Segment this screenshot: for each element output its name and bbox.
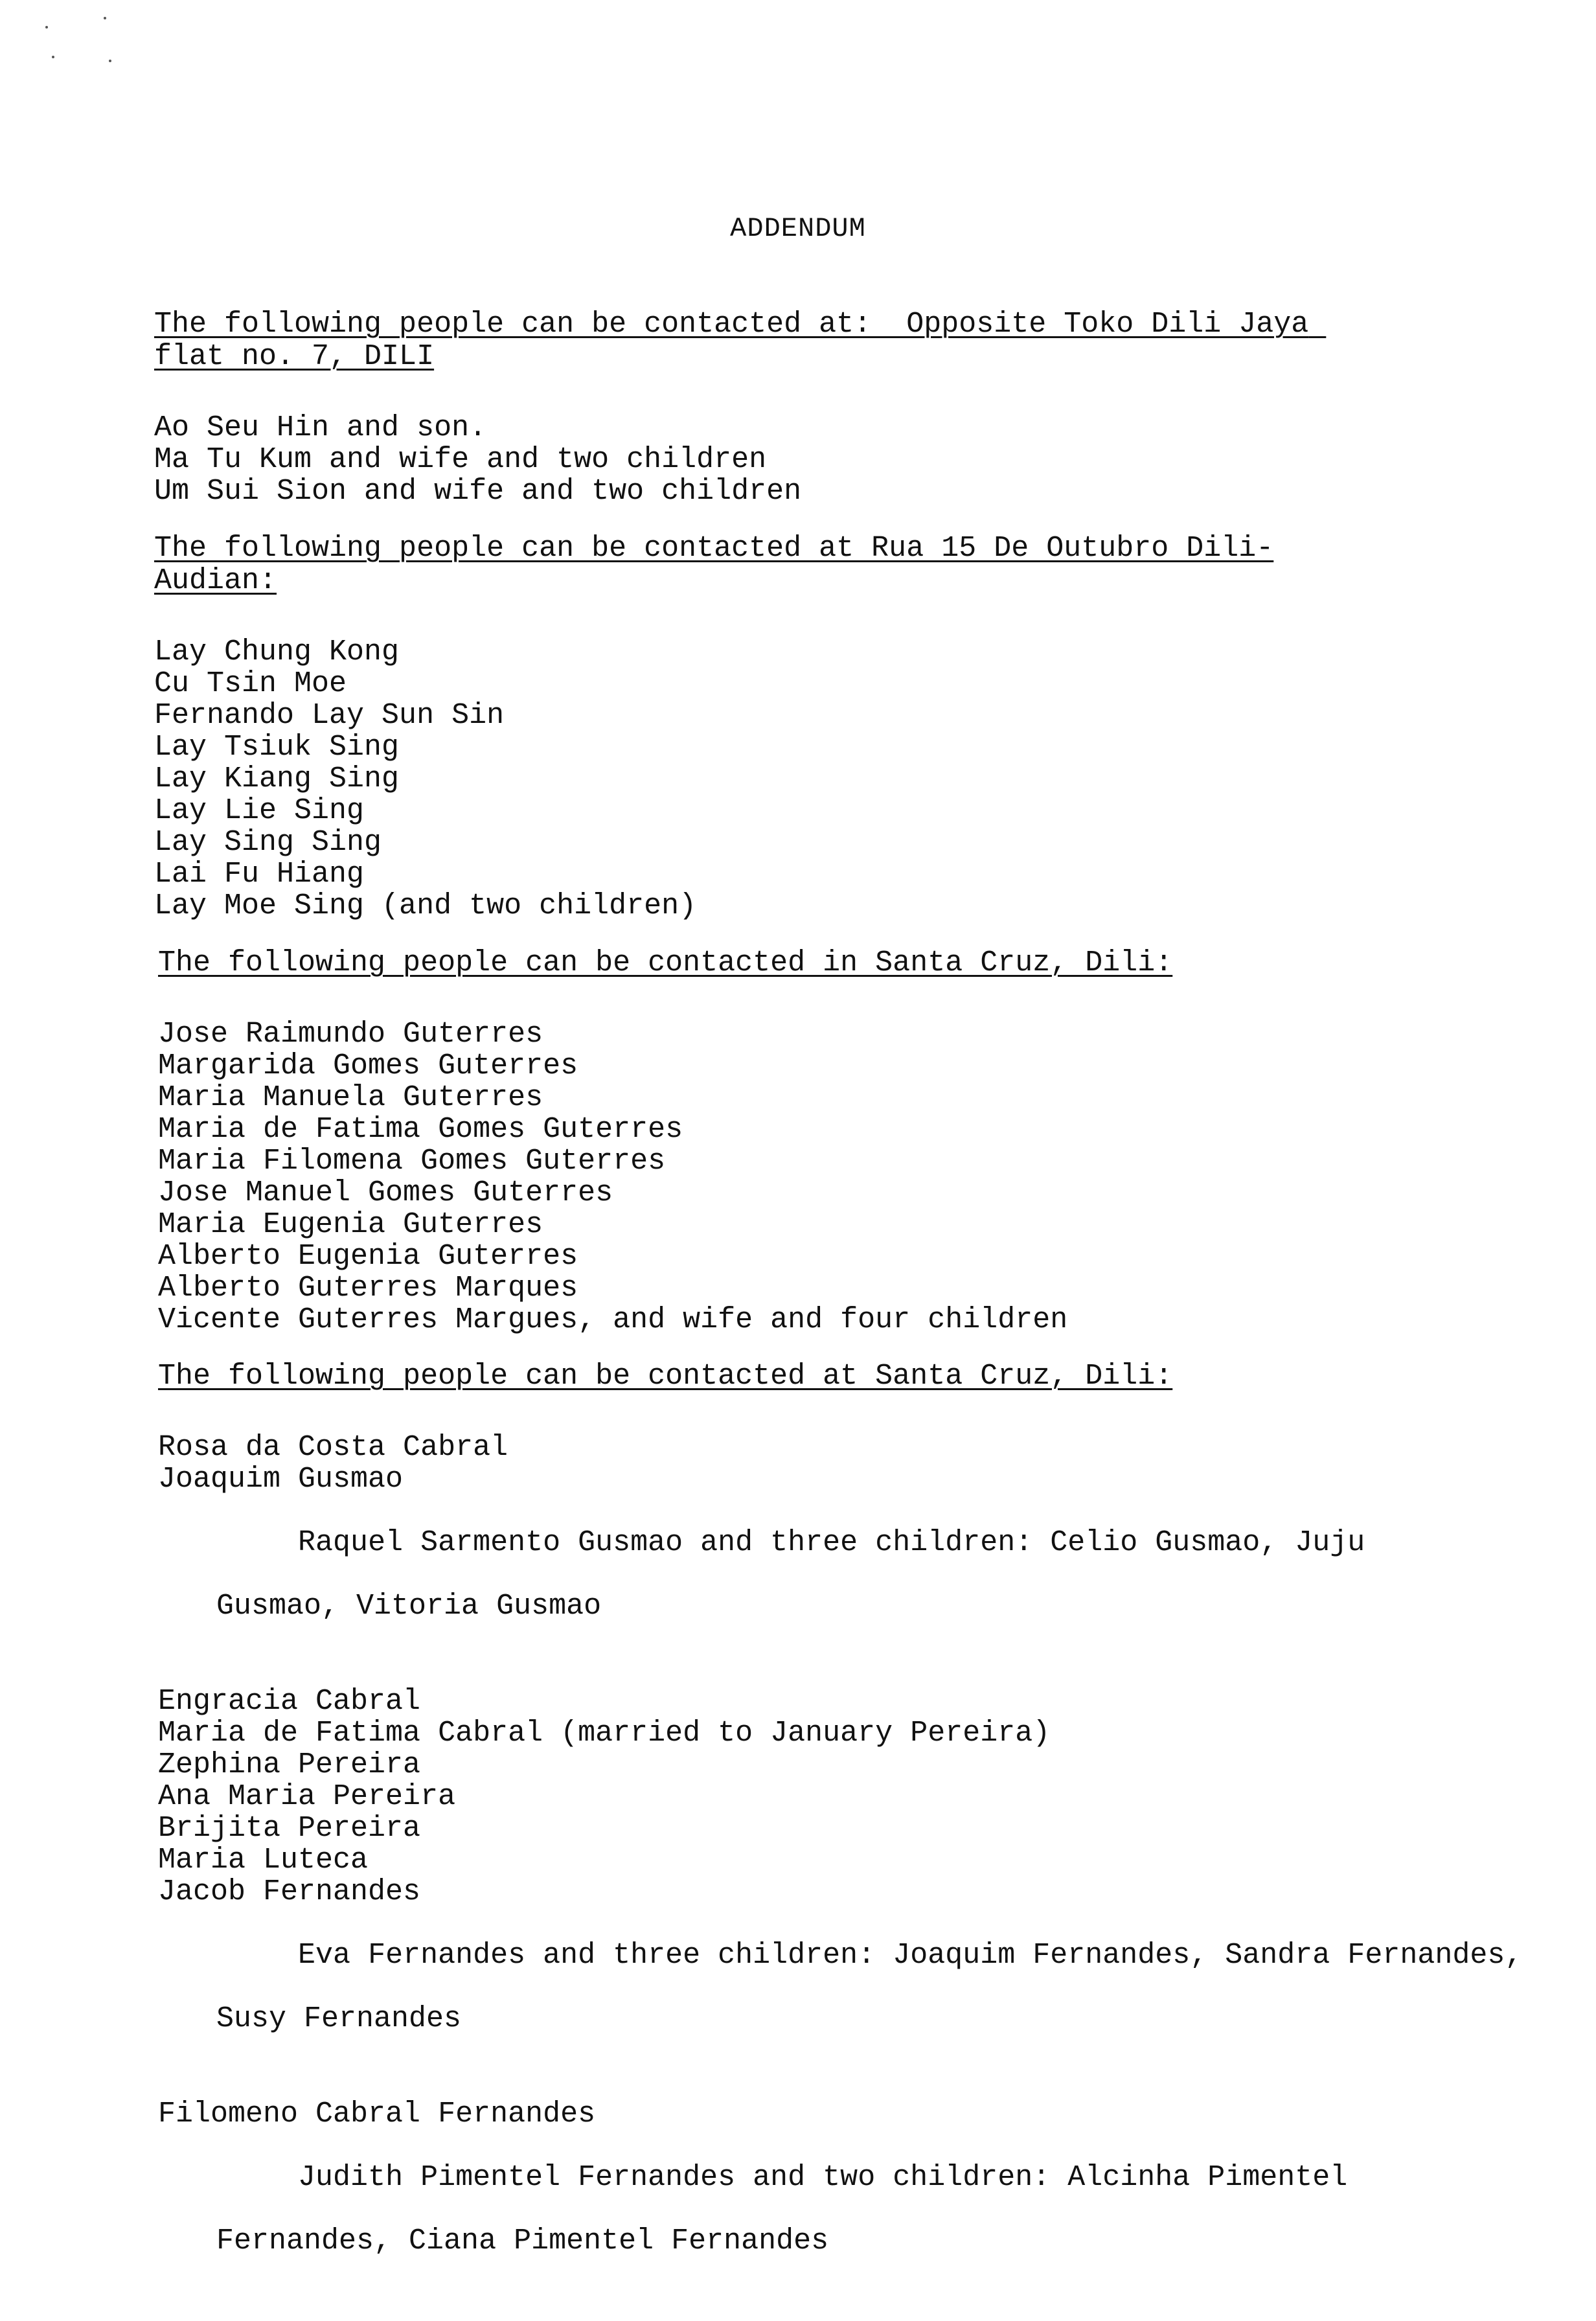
list-item: Cu Tsin Moe (154, 667, 347, 700)
contact-section (154, 308, 1566, 507)
list-item-continuation: Gusmao, Vitoria Gusmao (216, 1590, 602, 1623)
list-item: Rosa da Costa Cabral (158, 1431, 508, 1464)
list-item-continuation: Fernandes, Ciana Pimentel Fernandes (216, 2224, 829, 2258)
section-heading: The following people can be contacted in Santa Cruz, Dili: (158, 946, 1173, 979)
list-item-text: Judith Pimentel Fernandes and two children: Alcinha Pimentel (298, 2161, 1348, 2194)
list-item: Jose Raimundo Guterres (158, 1018, 543, 1051)
contact-section (158, 1360, 1570, 2320)
section-heading: The following people can be contacted at Rua 15 De Outubro Dili-Audian: (154, 532, 1274, 597)
list-item: Engracia Cabral (158, 1685, 421, 1718)
list-item: Lay Lie Sing (154, 794, 365, 827)
list-item: Alberto Eugenia Guterres (158, 1240, 578, 1273)
list-item: Fernando Lay Sun Sin (154, 699, 505, 732)
list-item: Zephina Pereira (158, 1748, 421, 1781)
contact-list (158, 1018, 1570, 1336)
list-item: Maria de Fatima Cabral (married to January Pereira) (158, 1717, 1051, 1750)
list-item: Maria Manuela Guterres (158, 1081, 543, 1114)
list-item (158, 1908, 1570, 2098)
list-item: Lay Tsiuk Sing (154, 731, 400, 764)
list-item: Maria de Fatima Gomes Guterres (158, 1113, 683, 1146)
list-item: Lai Fu Hiang (154, 858, 365, 891)
contact-section (154, 532, 1566, 922)
list-item: Maria Filomena Gomes Guterres (158, 1145, 666, 1178)
scan-speck (45, 26, 48, 29)
list-item (158, 2130, 1570, 2320)
contact-section (158, 947, 1570, 1336)
contact-list (154, 412, 1566, 507)
contact-list (154, 636, 1566, 922)
list-item (158, 1495, 1570, 1686)
list-item: Ana Maria Pereira (158, 1780, 456, 1813)
section-heading: The following people can be contacted at: Opposite Toko Dili Jaya flat no. 7, DILI (154, 308, 1327, 373)
list-item: Lay Kiang Sing (154, 762, 400, 795)
list-item: Maria Eugenia Guterres (158, 1208, 543, 1241)
section-heading: The following people can be contacted at Santa Cruz, Dili: (158, 1360, 1173, 1393)
list-item: Lay Sing Sing (154, 826, 382, 859)
list-item: Um Sui Sion and wife and two children (154, 475, 802, 508)
list-item: Ma Tu Kum and wife and two children (154, 443, 767, 476)
document-title: ADDENDUM (730, 213, 866, 244)
list-item: Alberto Guterres Marques (158, 1272, 578, 1305)
contact-list (158, 1432, 1570, 2320)
list-item-text: Raquel Sarmento Gusmao and three children: Celio Gusmao, Juju (298, 1526, 1365, 1559)
list-item: Lay Chung Kong (154, 635, 400, 669)
scan-speck (109, 60, 111, 62)
list-item: Lay Moe Sing (and two children) (154, 889, 697, 922)
list-item: Margarida Gomes Guterres (158, 1049, 578, 1082)
list-item: Filomeno Cabral Fernandes (158, 2098, 596, 2131)
list-item: Brijita Pereira (158, 1812, 421, 1845)
list-item: Ao Seu Hin and son. (154, 411, 487, 444)
list-item: Joaquim Gusmao (158, 1463, 404, 1496)
list-item: Jacob Fernandes (158, 1875, 421, 1908)
list-item: Jose Manuel Gomes Guterres (158, 1176, 613, 1209)
scan-speck (52, 56, 54, 58)
list-item: Vicente Guterres Margues, and wife and four children (158, 1303, 1068, 1336)
list-item-continuation: Susy Fernandes (216, 2002, 462, 2035)
scan-speck (104, 17, 106, 19)
list-item-text: Eva Fernandes and three children: Joaquim Fernandes, Sandra Fernandes, (298, 1939, 1523, 1972)
list-item: Maria Luteca (158, 1844, 369, 1877)
